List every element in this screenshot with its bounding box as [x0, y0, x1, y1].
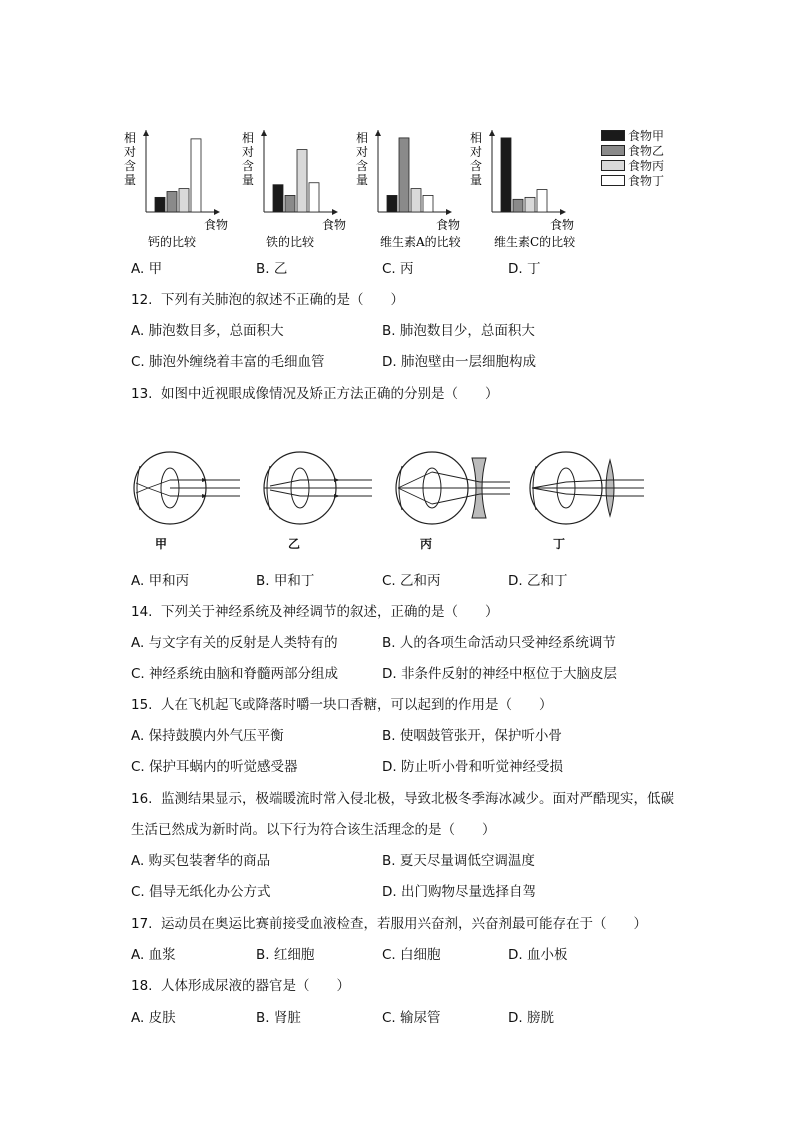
q13-stem: [131, 385, 499, 403]
legend-swatch: [601, 175, 625, 186]
y-axis-label-char: 含: [469, 159, 483, 173]
legend-label: 食物甲: [628, 129, 665, 143]
eye-label-yi: 乙: [288, 537, 301, 551]
bar-chart-4: [470, 130, 576, 249]
q14-option-b[interactable]: B. 人的各项生命活动只受神经系统调节: [382, 635, 616, 651]
chart-legend: [601, 128, 664, 188]
bar: [387, 195, 397, 212]
q14-option-a[interactable]: A. 与文字有关的反射是人类特有的: [131, 635, 338, 651]
question-number: 17.: [131, 916, 153, 932]
legend-item: [601, 173, 664, 188]
y-axis-label-char: 对: [355, 145, 369, 159]
bar: [501, 138, 511, 212]
q17-option-a[interactable]: A. 血浆: [131, 947, 176, 963]
bar-chart-2: [242, 130, 346, 249]
bar: [179, 189, 189, 212]
eye-diagram-bing: [396, 452, 510, 524]
question-number: 12.: [131, 292, 153, 308]
q11-option-b[interactable]: B. 乙: [256, 261, 288, 277]
question-text: 监测结果显示，极端暖流时常入侵北极，导致北极冬季海冰减少。面对严酷现实，低碳: [161, 791, 674, 807]
q11-option-c[interactable]: C. 丙: [382, 261, 414, 277]
eye-label-jia: 甲: [155, 537, 168, 551]
bar: [423, 195, 433, 212]
y-axis-arrow: [489, 130, 495, 136]
chart-caption: 维生素A的比较: [380, 235, 461, 249]
q11-option-a[interactable]: A. 甲: [131, 261, 163, 277]
question-number: 18.: [131, 978, 153, 994]
q16-stem: [131, 790, 674, 808]
y-axis-label-char: 对: [123, 145, 137, 159]
q14-stem: [131, 603, 499, 621]
y-axis-label-char: 对: [241, 145, 255, 159]
bar: [399, 138, 409, 212]
bar: [167, 192, 177, 212]
y-axis-label-char: 含: [355, 159, 369, 173]
question-text: 人体形成尿液的器官是（ ）: [161, 978, 350, 994]
q13-option-d[interactable]: D. 乙和丁: [508, 573, 568, 589]
y-axis-arrow: [375, 130, 381, 136]
x-axis-arrow: [214, 209, 220, 215]
bar-chart-1: [124, 130, 228, 249]
bar: [525, 197, 535, 212]
y-axis-label-char: 含: [241, 159, 255, 173]
legend-label: 食物丙: [628, 159, 665, 173]
q12-option-a[interactable]: A. 肺泡数目多，总面积大: [131, 323, 284, 339]
q15-option-c[interactable]: C. 保护耳蜗内的听觉感受器: [131, 759, 298, 775]
question-number: 13.: [131, 386, 153, 402]
q17-option-b[interactable]: B. 红细胞: [256, 947, 315, 963]
x-axis-arrow: [446, 209, 452, 215]
q12-option-c[interactable]: C. 肺泡外缠绕着丰富的毛细血管: [131, 354, 325, 370]
q15-option-a[interactable]: A. 保持鼓膜内外气压平衡: [131, 728, 284, 744]
bar: [285, 195, 295, 212]
y-axis-label-char: 含: [123, 159, 137, 173]
q16-option-b[interactable]: B. 夏天尽量调低空调温度: [382, 853, 535, 869]
y-axis-label-char: 量: [469, 173, 483, 187]
q13-option-b[interactable]: B. 甲和丁: [256, 573, 315, 589]
x-axis-arrow: [560, 209, 566, 215]
q16-option-a[interactable]: A. 购买包装奢华的商品: [131, 853, 271, 869]
eye-label-bing: 丙: [420, 537, 433, 551]
q16-option-d[interactable]: D. 出门购物尽量选择自驾: [382, 884, 536, 900]
q12-option-b[interactable]: B. 肺泡数目少，总面积大: [382, 323, 535, 339]
q18-option-a[interactable]: A. 皮肤: [131, 1010, 176, 1026]
question-number: 14.: [131, 604, 153, 620]
eye-diagram-yi: [264, 452, 372, 524]
y-axis-label-char: 相: [469, 131, 483, 145]
eye-diagrams: [130, 446, 650, 536]
bar: [155, 197, 165, 212]
bar: [297, 150, 307, 212]
question-text: 如图中近视眼成像情况及矫正方法正确的分别是（ ）: [161, 386, 499, 402]
q15-stem: [131, 696, 553, 714]
q16-option-c[interactable]: C. 倡导无纸化办公方式: [131, 884, 271, 900]
q11-option-d[interactable]: D. 丁: [508, 261, 541, 277]
legend-item: [601, 143, 664, 158]
chart-caption: 钙的比较: [148, 235, 197, 249]
y-axis-label-char: 相: [241, 131, 255, 145]
q14-option-c[interactable]: C. 神经系统由脑和脊髓两部分组成: [131, 666, 339, 682]
bar: [537, 190, 547, 212]
x-axis-label: 食物: [436, 218, 461, 232]
eye-label-ding: 丁: [553, 537, 566, 551]
x-axis-label: 食物: [204, 218, 229, 232]
legend-item: [601, 128, 664, 143]
question-number: 15.: [131, 697, 153, 713]
bar-chart-3: [356, 130, 462, 249]
chart-caption: 维生素C的比较: [494, 235, 576, 249]
eye-diagram-ding: [530, 452, 644, 524]
q18-option-d[interactable]: D. 膀胱: [508, 1010, 554, 1026]
y-axis-arrow: [261, 130, 267, 136]
question-text: 运动员在奥运比赛前接受血液检查，若服用兴奋剂，兴奋剂最可能存在于（ ）: [161, 916, 647, 932]
y-axis-label-char: 量: [123, 173, 137, 187]
q17-option-d[interactable]: D. 血小板: [508, 947, 568, 963]
q17-option-c[interactable]: C. 白细胞: [382, 947, 441, 963]
q18-option-b[interactable]: B. 肾脏: [256, 1010, 301, 1026]
bar: [191, 139, 201, 212]
q12-option-d[interactable]: D. 肺泡壁由一层细胞构成: [382, 354, 536, 370]
legend-swatch: [601, 160, 625, 171]
q15-option-b[interactable]: B. 使咽鼓管张开，保护听小骨: [382, 728, 562, 744]
y-axis-label-char: 对: [469, 145, 483, 159]
q13-option-c[interactable]: C. 乙和丙: [382, 573, 441, 589]
x-axis-arrow: [332, 209, 338, 215]
bar: [411, 189, 421, 212]
x-axis-label: 食物: [550, 218, 575, 232]
legend-swatch: [601, 145, 625, 156]
question-text: 下列有关肺泡的叙述不正确的是（ ）: [161, 292, 404, 308]
q13-option-a[interactable]: A. 甲和丙: [131, 573, 190, 589]
legend-label: 食物丁: [628, 174, 665, 188]
bar: [309, 183, 319, 212]
question-number: 16.: [131, 791, 153, 807]
legend-item: [601, 158, 664, 173]
legend-swatch: [601, 130, 625, 141]
y-axis-label-char: 量: [241, 173, 255, 187]
q12-stem: [131, 291, 404, 309]
y-axis-label-char: 相: [123, 131, 137, 145]
q16-stem-continued: 生活已然成为新时尚。以下行为符合该生活理念的是（ ）: [131, 822, 496, 838]
bar: [513, 199, 523, 212]
q18-option-c[interactable]: C. 输尿管: [382, 1010, 441, 1026]
q17-stem: [131, 915, 647, 933]
nutrient-charts: [120, 122, 590, 252]
y-axis-label-char: 量: [355, 173, 369, 187]
q14-option-d[interactable]: D. 非条件反射的神经中枢位于大脑皮层: [382, 666, 617, 682]
question-text: 人在飞机起飞或降落时嚼一块口香糖，可以起到的作用是（ ）: [161, 697, 553, 713]
bar: [273, 185, 283, 212]
chart-caption: 铁的比较: [266, 235, 315, 249]
y-axis-arrow: [143, 130, 149, 136]
eye-diagram-jia: [134, 452, 240, 524]
question-text: 下列关于神经系统及神经调节的叙述，正确的是（ ）: [161, 604, 499, 620]
x-axis-label: 食物: [322, 218, 347, 232]
q18-stem: [131, 977, 350, 995]
q15-option-d[interactable]: D. 防止听小骨和听觉神经受损: [382, 759, 563, 775]
y-axis-label-char: 相: [355, 131, 369, 145]
legend-label: 食物乙: [628, 144, 665, 158]
